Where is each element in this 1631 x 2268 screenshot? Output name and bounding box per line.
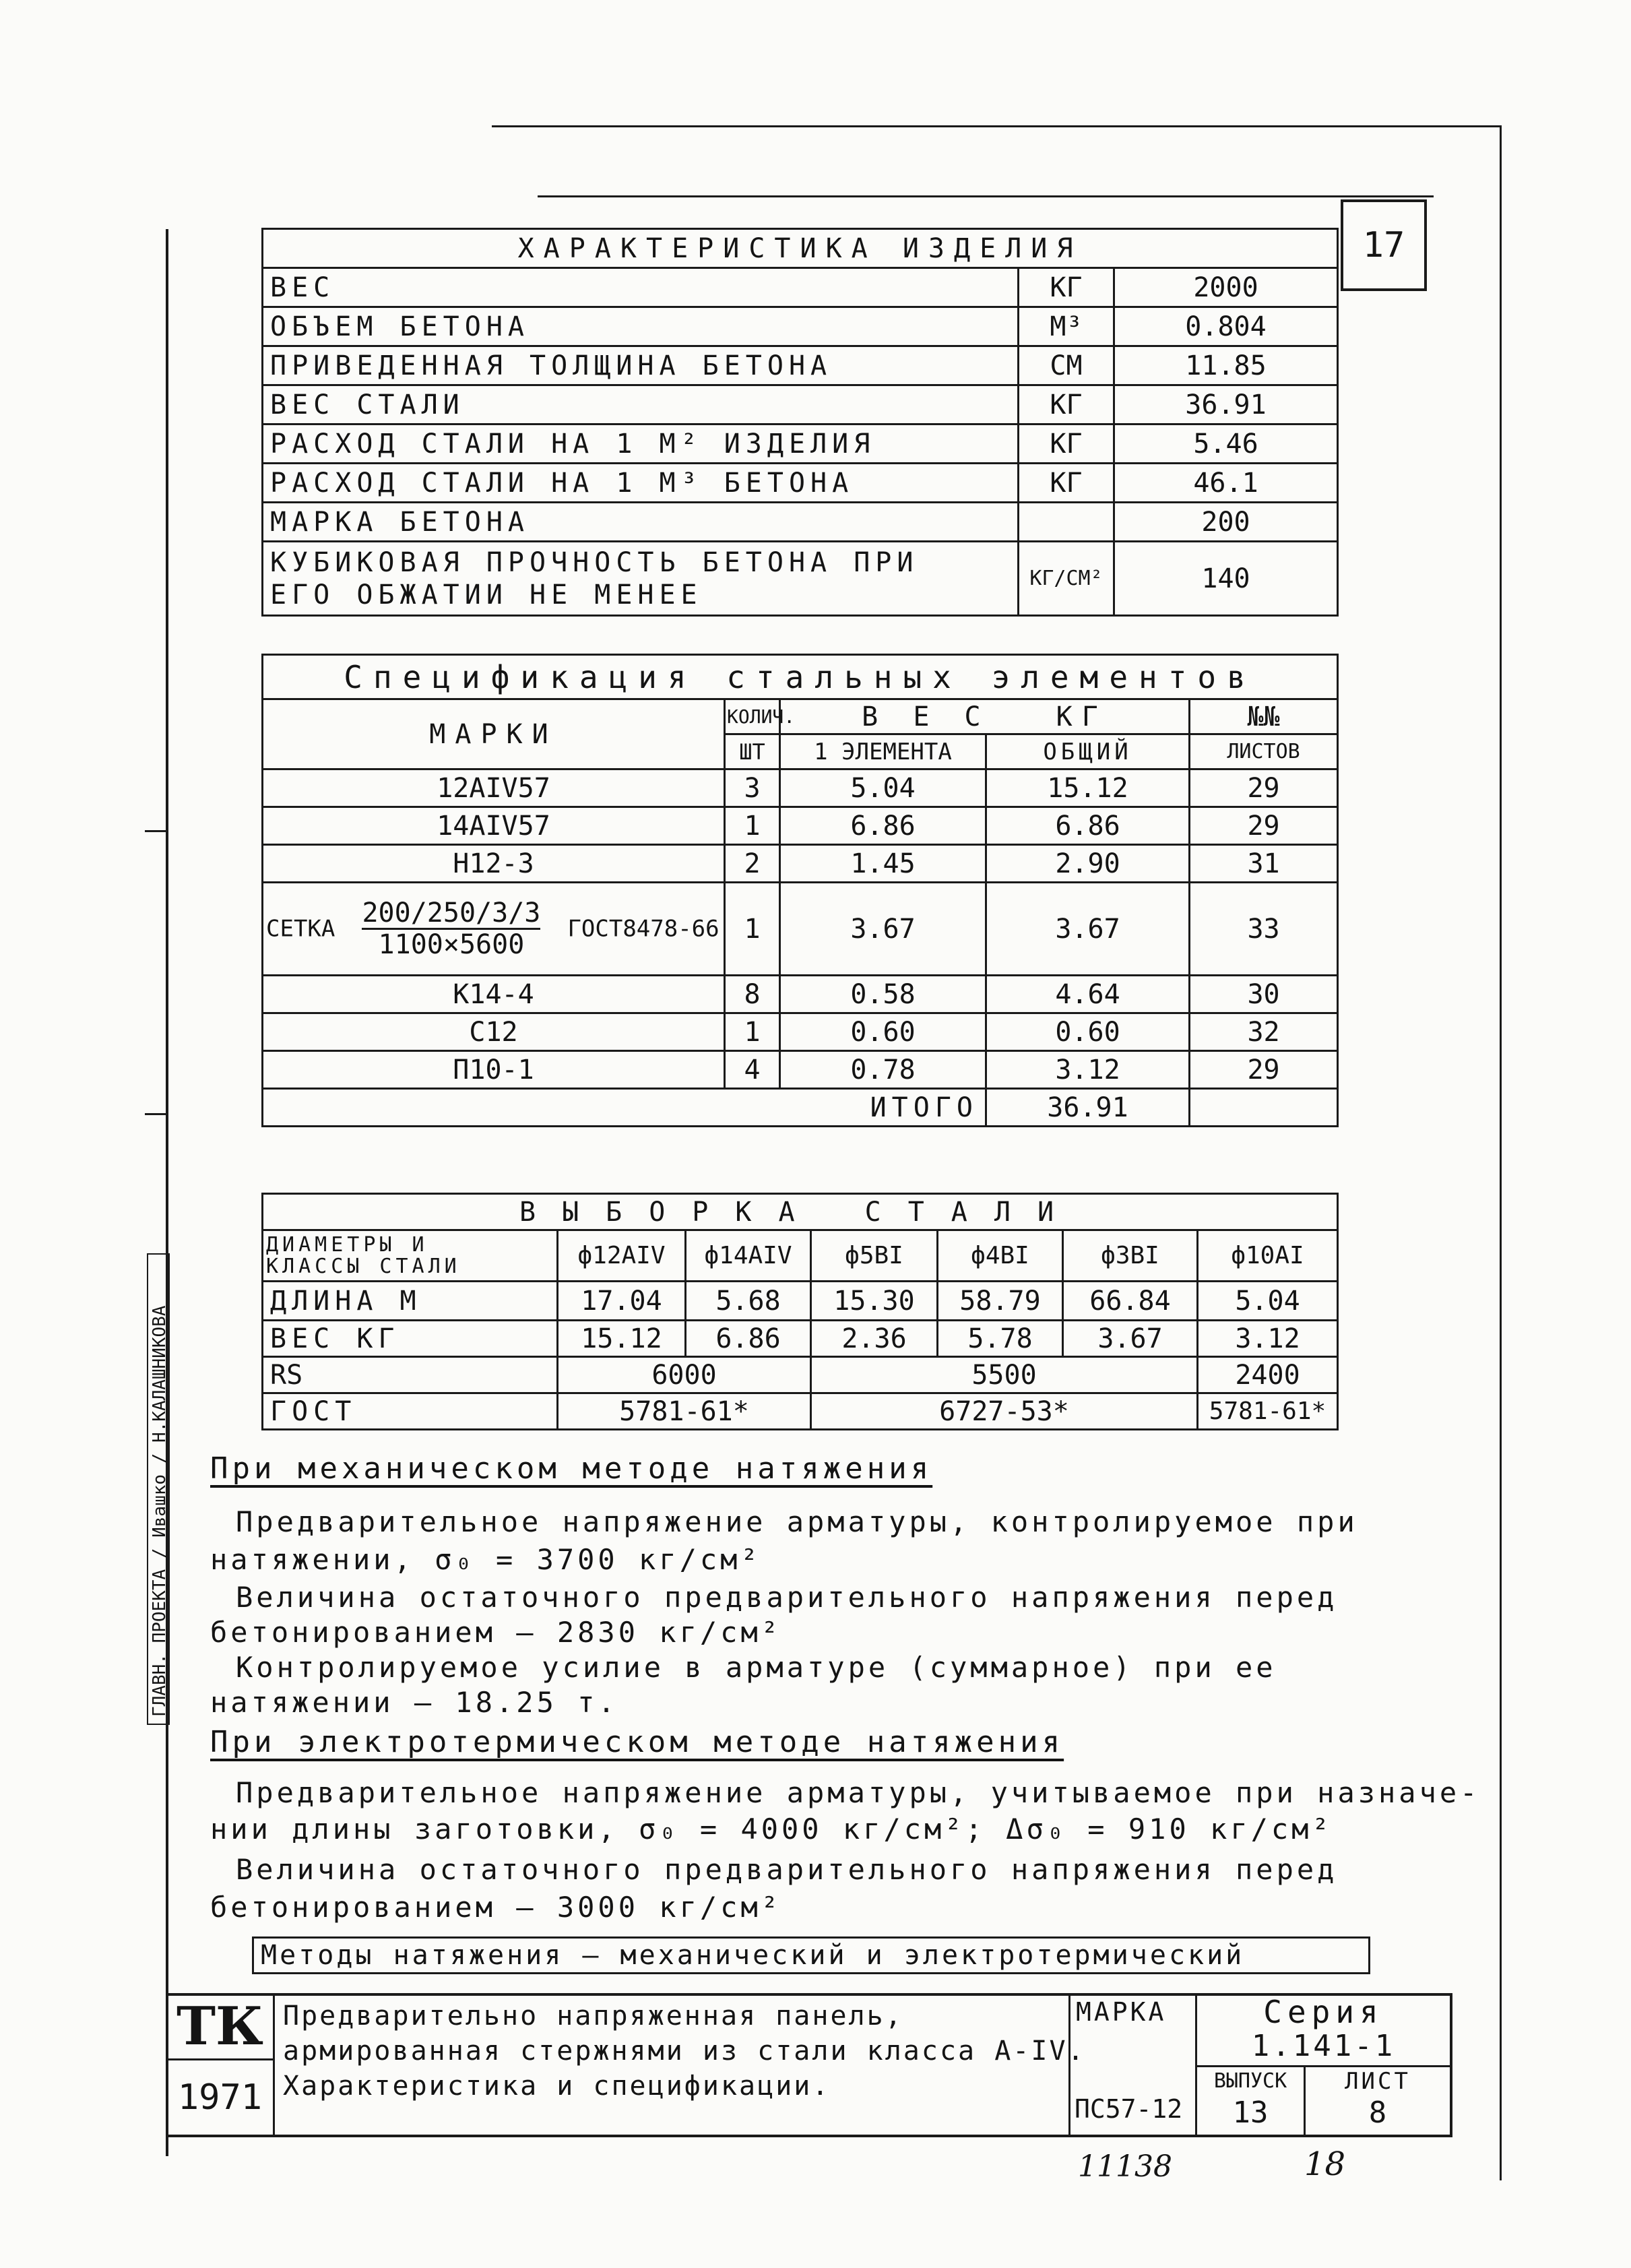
sampling-gost: 5781-61* <box>558 1393 811 1430</box>
spec-qty: 4 <box>725 1051 780 1089</box>
issue-label: ВЫПУСК <box>1213 2069 1287 2093</box>
frame-right <box>1500 125 1502 2180</box>
spec-w1: 0.58 <box>780 976 986 1013</box>
strength-label <box>263 542 1019 616</box>
sampling-diameter: ф5ВI <box>811 1230 938 1282</box>
sampling-gost: 6727-53* <box>811 1393 1198 1430</box>
sampling-title: ВЫБОРКА СТАЛИ <box>263 1194 1338 1230</box>
sampling-weight: 3.67 <box>1063 1321 1198 1357</box>
char-value: 36.91 <box>1114 385 1338 424</box>
spec-col-weight-label: В Е С <box>862 701 990 732</box>
sampling-head-line: КЛАССЫ СТАЛИ <box>266 1254 461 1278</box>
spec-wt: 6.86 <box>986 807 1190 845</box>
sampling-diameter: ф10АI <box>1198 1230 1338 1282</box>
spec-qty: 8 <box>725 976 780 1013</box>
footer-number: 11138 <box>1078 2149 1172 2184</box>
char-label: ПРИВЕДЕННАЯ ТОЛЩИНА БЕТОНА <box>263 346 1019 385</box>
spec-mark: К14-4 <box>263 976 725 1013</box>
spec-total-value: 36.91 <box>986 1089 1190 1127</box>
spec-sheet: 31 <box>1190 845 1338 883</box>
spec-sheet: 29 <box>1190 1051 1338 1089</box>
series-label: Серия <box>1263 1994 1384 2030</box>
spec-col-marks: МАРКИ <box>263 699 725 769</box>
spec-sheet: 30 <box>1190 976 1338 1013</box>
sampling-length: 5.04 <box>1198 1282 1338 1321</box>
mech-line: натяжении — 18.25 т. <box>210 1686 618 1719</box>
spec-col-weight-one: 1 ЭЛЕМЕНТА <box>780 734 986 769</box>
spec-wt: 3.67 <box>986 883 1190 976</box>
sampling-gost-label: ГОСТ <box>263 1393 558 1430</box>
char-label: ОБЪЕМ БЕТОНА <box>263 307 1019 346</box>
methods-text: Методы натяжения — механический и электротермический <box>261 1940 1245 1971</box>
frame-left <box>166 229 168 2156</box>
strength-label-line: ЕГО ОБЖАТИИ НЕ МЕНЕЕ <box>270 579 703 610</box>
specification-table <box>261 654 1339 1127</box>
sampling-length: 5.68 <box>686 1282 811 1321</box>
side-stamp-text: ГЛАВН. ПРОЕКТА / Ивашко / Н.КАЛАШНИКОВА <box>150 1305 170 1717</box>
spec-sheet: 32 <box>1190 1013 1338 1051</box>
spec-mark: П10-1 <box>263 1051 725 1089</box>
spec-total-spacer <box>263 1089 780 1127</box>
spec-w1: 0.78 <box>780 1051 986 1089</box>
spec-w1: 0.60 <box>780 1013 986 1051</box>
spec-wt: 2.90 <box>986 845 1190 883</box>
elec-line: бетонированием — 3000 кг/см² <box>210 1891 782 1924</box>
spec-mark: Н12-3 <box>263 845 725 883</box>
spec-w1: 1.45 <box>780 845 986 883</box>
sampling-weight-label: ВЕС КГ <box>263 1321 558 1357</box>
elec-line: нии длины заготовки, σ₀ = 4000 кг/см²; Δσ₀ = 910 кг/см² <box>210 1813 1333 1846</box>
spec-col-sheets-no: №№ <box>1190 699 1338 734</box>
frame-mark <box>145 830 168 832</box>
spec-sheet: 33 <box>1190 883 1338 976</box>
sampling-rs: 6000 <box>558 1357 811 1393</box>
char-label: ВЕС СТАЛИ <box>263 385 1019 424</box>
sampling-rs-label: RS <box>263 1357 558 1393</box>
spec-w1: 5.04 <box>780 769 986 807</box>
spec-col-sheets: ЛИСТОВ <box>1190 734 1338 769</box>
mesh-fraction <box>362 898 540 959</box>
frame-top-inner <box>538 195 1434 197</box>
sampling-diameter: ф14АIV <box>686 1230 811 1282</box>
spec-col-qty: КОЛИЧ. <box>725 699 780 734</box>
char-value: 0.804 <box>1114 307 1338 346</box>
spec-mesh-mark <box>263 883 725 976</box>
strength-label-line: КУБИКОВАЯ ПРОЧНОСТЬ БЕТОНА ПРИ <box>270 546 919 578</box>
characteristics-title: ХАРАКТЕРИСТИКА ИЗДЕЛИЯ <box>263 229 1338 268</box>
sampling-diameter: ф3ВI <box>1063 1230 1198 1282</box>
mesh-prefix: СЕТКА <box>266 915 335 943</box>
marka-cell <box>1068 1993 1195 2135</box>
steel-sampling-table <box>261 1193 1339 1430</box>
characteristics-table <box>261 228 1339 617</box>
char-value: 5.46 <box>1114 424 1338 464</box>
spec-w1: 3.67 <box>780 883 986 976</box>
spec-qty: 2 <box>725 845 780 883</box>
spec-mark: 12АIV57 <box>263 769 725 807</box>
mech-line: Контролируемое усилие в арматуре (суммарное) при ее <box>236 1651 1277 1684</box>
char-value: 2000 <box>1114 268 1338 307</box>
spec-qty: 1 <box>725 807 780 845</box>
spec-wt: 15.12 <box>986 769 1190 807</box>
char-unit: М³ <box>1019 307 1114 346</box>
spec-sheet: 29 <box>1190 769 1338 807</box>
title-name-line: армированная стержнями из стали класса А-IV. <box>283 2036 1086 2067</box>
sheet-label: ЛИСТ <box>1345 2068 1411 2095</box>
sampling-length-label: ДЛИНА М <box>263 1282 558 1321</box>
char-unit: СМ <box>1019 346 1114 385</box>
issue-value: 13 <box>1232 2096 1269 2130</box>
methods-box <box>252 1936 1370 1974</box>
mech-line: натяжении, σ₀ = 3700 кг/см² <box>210 1543 761 1576</box>
sampling-rs: 5500 <box>811 1357 1198 1393</box>
sampling-weight: 2.36 <box>811 1321 938 1357</box>
sampling-head <box>263 1230 558 1282</box>
title-name-line: Характеристика и спецификации. <box>283 2071 831 2102</box>
sampling-gost: 5781-61* <box>1198 1393 1338 1430</box>
spec-col-weight-unit: КГ <box>1056 701 1108 732</box>
footer-page: 18 <box>1304 2145 1346 2183</box>
char-unit: КГ <box>1019 424 1114 464</box>
specification-title: Спецификация стальных элементов <box>263 655 1338 699</box>
mesh-numerator: 200/250/3/3 <box>362 897 541 928</box>
char-value: 11.85 <box>1114 346 1338 385</box>
strength-unit: КГ/СМ² <box>1019 542 1114 616</box>
char-value: 46.1 <box>1114 464 1338 503</box>
spec-qty: 1 <box>725 883 780 976</box>
sampling-diameter: ф4ВI <box>938 1230 1063 1282</box>
spec-wt: 3.12 <box>986 1051 1190 1089</box>
spec-sheet: 29 <box>1190 807 1338 845</box>
page-number-box <box>1341 199 1427 291</box>
sheet-cell <box>1306 2067 1450 2135</box>
spec-col-weight-total: ОБЩИЙ <box>986 734 1190 769</box>
char-label: МАРКА БЕТОНА <box>263 503 1019 542</box>
char-label: РАСХОД СТАЛИ НА 1 М³ БЕТОНА <box>263 464 1019 503</box>
elec-line: Величина остаточного предварительного напряжения перед <box>236 1853 1338 1886</box>
sampling-length: 58.79 <box>938 1282 1063 1321</box>
marka-label: МАРКА <box>1076 1997 1167 2027</box>
sampling-length: 15.30 <box>811 1282 938 1321</box>
char-unit: КГ <box>1019 464 1114 503</box>
spec-total-empty <box>1190 1089 1338 1127</box>
spec-mark: 14АIV57 <box>263 807 725 845</box>
mech-line: бетонированием — 2830 кг/см² <box>210 1616 782 1649</box>
spec-w1: 6.86 <box>780 807 986 845</box>
side-stamp <box>147 1253 170 1725</box>
elec-header: При электротермическом методе натяжения <box>210 1725 1064 1759</box>
issue-cell <box>1195 2067 1306 2135</box>
sheet-value: 8 <box>1368 2096 1387 2130</box>
series-cell <box>1195 1993 1450 2067</box>
tk-logo: ТК <box>167 1993 275 2060</box>
sampling-weight: 6.86 <box>686 1321 811 1357</box>
spec-total-label: ИТОГО <box>780 1089 986 1127</box>
char-label: РАСХОД СТАЛИ НА 1 М² ИЗДЕЛИЯ <box>263 424 1019 464</box>
sampling-length: 66.84 <box>1063 1282 1198 1321</box>
sampling-head-line: ДИАМЕТРЫ И <box>266 1232 428 1257</box>
sampling-weight: 15.12 <box>558 1321 686 1357</box>
spec-col-qty-unit: ШТ <box>725 734 780 769</box>
mech-line: Предварительное напряжение арматуры, контролируемое при <box>236 1505 1358 1538</box>
char-unit: КГ <box>1019 268 1114 307</box>
mesh-gost: ГОСТ8478-66 <box>567 915 719 943</box>
sampling-length: 17.04 <box>558 1282 686 1321</box>
char-unit: КГ <box>1019 385 1114 424</box>
page-number: 17 <box>1362 225 1405 265</box>
mech-header: При механическом методе натяжения <box>210 1451 933 1486</box>
year: 1971 <box>167 2060 275 2135</box>
sampling-rs: 2400 <box>1198 1357 1338 1393</box>
title-name-line: Предварительно напряженная панель, <box>283 2001 903 2031</box>
char-unit <box>1019 503 1114 542</box>
spec-qty: 3 <box>725 769 780 807</box>
spec-col-weight <box>780 699 1190 734</box>
frame-mark <box>145 1113 168 1115</box>
title-block <box>167 1993 1452 2137</box>
sampling-weight: 5.78 <box>938 1321 1063 1357</box>
char-label: ВЕС <box>263 268 1019 307</box>
spec-wt: 4.64 <box>986 976 1190 1013</box>
spec-wt: 0.60 <box>986 1013 1190 1051</box>
mesh-denominator: 1100×5600 <box>378 929 525 960</box>
spec-qty: 1 <box>725 1013 780 1051</box>
char-value: 200 <box>1114 503 1338 542</box>
strength-value: 140 <box>1114 542 1338 616</box>
series-value: 1.141-1 <box>1251 2029 1396 2063</box>
elec-line: Предварительное напряжение арматуры, учитываемое при назначе- <box>236 1776 1481 1809</box>
frame-top-outer <box>492 125 1501 127</box>
marka-value: ПС57-12 <box>1075 2094 1183 2124</box>
mech-line: Величина остаточного предварительного напряжения перед <box>236 1581 1338 1614</box>
sampling-diameter: ф12АIV <box>558 1230 686 1282</box>
sampling-weight: 3.12 <box>1198 1321 1338 1357</box>
spec-mark: С12 <box>263 1013 725 1051</box>
